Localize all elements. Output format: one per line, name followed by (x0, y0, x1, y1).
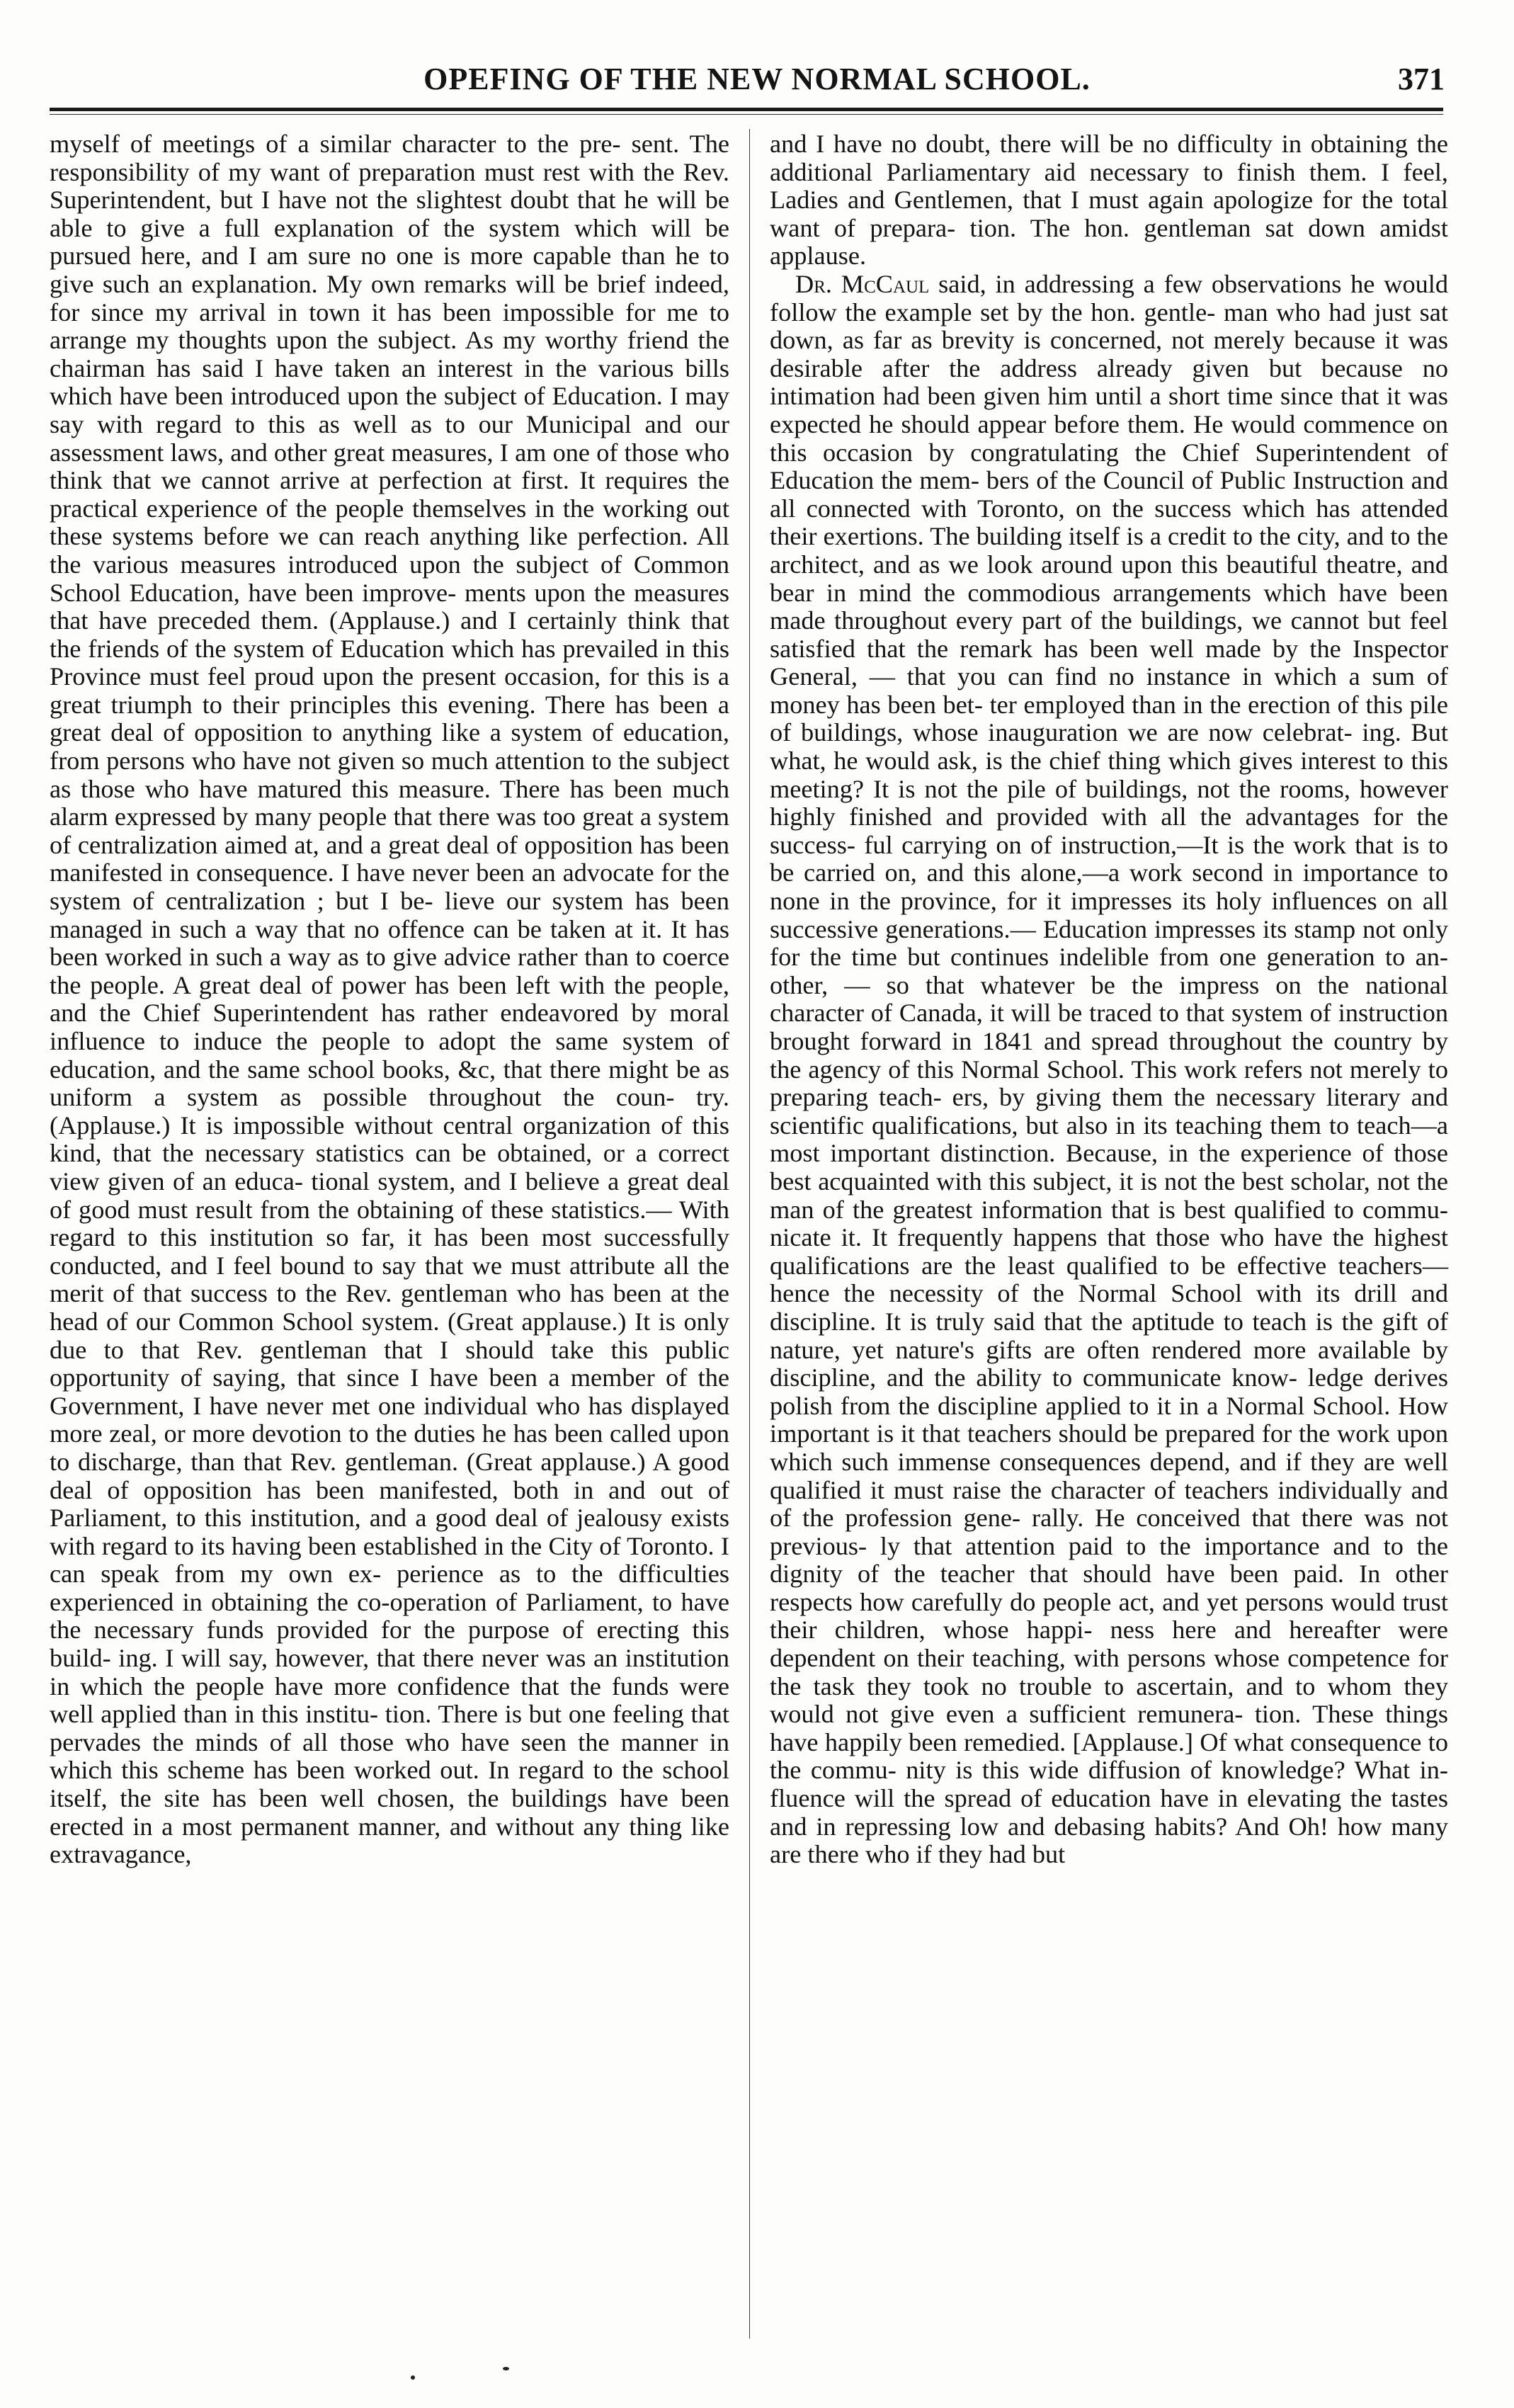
right-paragraph-2 (770, 271, 1448, 1869)
footer-marks (0, 2366, 1514, 2394)
running-header (42, 61, 1472, 103)
speaker-speech: said, in addressing a few observations he would follow the example set by the hon. gentle- man who had just sat down, as far as brevity is concerned, not merely because it was desirable after the address already given but because no intimation had been given him until a short time since that it was expected he should appear before them. He would commence on this occasion by congratulating the Chief Superintendent of Education the mem- bers of the Council of Public Instruction and all connected with Toronto, on the success which has attended their exertions. The building itself is a credit to the city, and to the architect, and as we look around upon this beautiful theatre, and bear in mind the commodious arrangements which have been made throughout every part of the buildings, we cannot but feel satisfied that the remark has been well made by the Inspector General, — that you can find no instance in which a sum of money has been bet- ter employed than in the erection of this pile of buildings, whose inauguration we are now celebrat- ing. But what, he would ask, is the chief thing which gives interest to this meeting? It is not the pile of buildings, not the rooms, however highly finished and provided with all the advantages for the success- ful carrying on of instruction,—It is the work that is to be carried on, and this alone,—a work second in importance to none in the province, for it impresses its holy influences on all successive generations.— Education impresses its stamp not only for the time but continues indelible from one generation to an- other, — so that whatever be the impress on the national character of Canada, it will be traced to that system of instruction brought forward in 1841 and spread throughout the country by the agency of this Normal School. This work refers not merely to preparing teach- ers, by giving them the necessary literary and scientific qualifications, but also in its teaching them to teach—a most important distinction. Because, in the experience of those best acquainted with this subject, it is not the best scholar, not the man of the greatest information that is best qualified to commu- nicate it. It frequently happens that those who have the highest qualifications are the least qualified to be effective teachers—hence the necessity of the Normal School with its drill and discipline. It is truly said that the aptitude to teach is the gift of nature, yet nature's gifts are often rendered more available by discipline, and the ability to communicate know- ledge derives polish from the discipline applied to it in a Normal School. How important is it that teachers should be prepared for the work upon which such immense consequences depend, and if they are well qualified it must raise the character of teachers individually and of the profession gene- rally. He conceived that there was not previous- ly that attention paid to the importance and to the dignity of the teacher that should have been paid. In other respects how carefully do people act, and yet persons would trust their children, whose happi- ness here and hereafter were dependent on their teaching, with persons whose competence for the task they took no trouble to ascertain, and to whom they would not give even a sufficient remunera- tion. These things have happily been remedied. [Applause.] Of what consequence to the commu- nity is this wide diffusion of knowledge? What in- fluence will the spread of education have in elevating the tastes and in repressing low and debasing habits? And Oh! how many are there who if they had but (770, 269, 1448, 1869)
column-divider (749, 129, 750, 2339)
header-rule-thin (50, 114, 1443, 115)
left-column (50, 130, 729, 1869)
left-paragraph: myself of meetings of a similar character to the pre- sent. The responsibility of my want of preparation must rest with the Rev. Superintendent, but I have not the slightest doubt that he will be able to give a full explanation of the system which will be pursued here, and I am sure no one is more capable than he to give such an explanation. My own remarks will be brief indeed, for since my arrival in town it has been impossible for me to arrange my thoughts upon the subject. As my worthy friend the chairman has said I have taken an interest in the various bills which have been introduced upon the subject of Education. I may say with regard to this as well as to our Municipal and our assessment laws, and other great measures, I am one of those who think that we cannot arrive at perfection at first. It requires the practical experience of the people themselves in the working out these systems before we can reach anything like perfection. All the various measures introduced upon the subject of Common School Education, have been improve- ments upon the measures that have preceded them. (Applause.) and I certainly think that the friends of the system of Education which has prevailed in this Province must feel proud upon the present occasion, for this is a great triumph to their principles this evening. There has been a great deal of opposition to anything like a system of education, from persons who have not given so much attention to the subject as those who have matured this measure. There has been much alarm expressed by many people that there was too great a system of centralization aimed at, and a great deal of opposition has been manifested in consequence. I have never been an advocate for the system of centralization ; but I be- lieve our system has been managed in such a way that no offence can be taken at it. It has been worked in such a way as to give advice rather than to coerce the people. A great deal of power has been left with the people, and the Chief Superintendent has rather endeavored by moral influence to induce the people to adopt the same system of education, and the same school books, &c, that there might be as uniform a system as possible throughout the coun- try. (Applause.) It is impossible without central organization of this kind, that the necessary statistics can be obtained, or a correct view given of an educa- tional system, and I believe a great deal of good must result from the obtaining of these statistics.— With regard to this institution so far, it has been most successfully conducted, and I feel bound to say that we must attribute all the merit of that success to the Rev. gentleman who has been at the head of our Common School system. (Great applause.) It is only due to that Rev. gentleman that I should take this public opportunity of saying, that since I have been a member of the Government, I have never met one individual who has displayed more zeal, or more devotion to the duties he has been called upon to discharge, than that Rev. gentleman. (Great applause.) A good deal of opposition has been manifested, both in and out of Parliament, to this institution, and a good deal of jealousy exists with regard to its having been established in the City of Toronto. I can speak from my own ex- perience as to the difficulties experienced in obtaining the co-operation of Parliament, to have the necessary funds provided for the purpose of erecting this build- ing. I will say, however, that there never was an institution in which the people have more confidence that the funds were well applied than in this institu- tion. There is but one feeling that pervades the minds of all those who have seen the manner in which this scheme has been worked out. In regard to the school itself, the site has been well chosen, the buildings have been erected in a most permanent manner, and without any thing like extravagance, (50, 130, 729, 1869)
right-paragraph-1: and I have no doubt, there will be no difficulty in obtaining the additional Parliamentary aid necessary to finish them. I feel, Ladies and Gentlemen, that I must again apologize for the total want of prepara- tion. The hon. gentleman sat down amidst applause. (770, 130, 1448, 271)
page-title: OPEFING OF THE NEW NORMAL SCHOOL. (423, 62, 1091, 96)
print-speck (411, 2375, 415, 2380)
header-rule (50, 108, 1443, 111)
speaker-name: Dr. McCaul (795, 269, 930, 298)
print-speck (503, 2367, 509, 2370)
page-number: 371 (1398, 62, 1445, 96)
right-column (770, 130, 1448, 1869)
